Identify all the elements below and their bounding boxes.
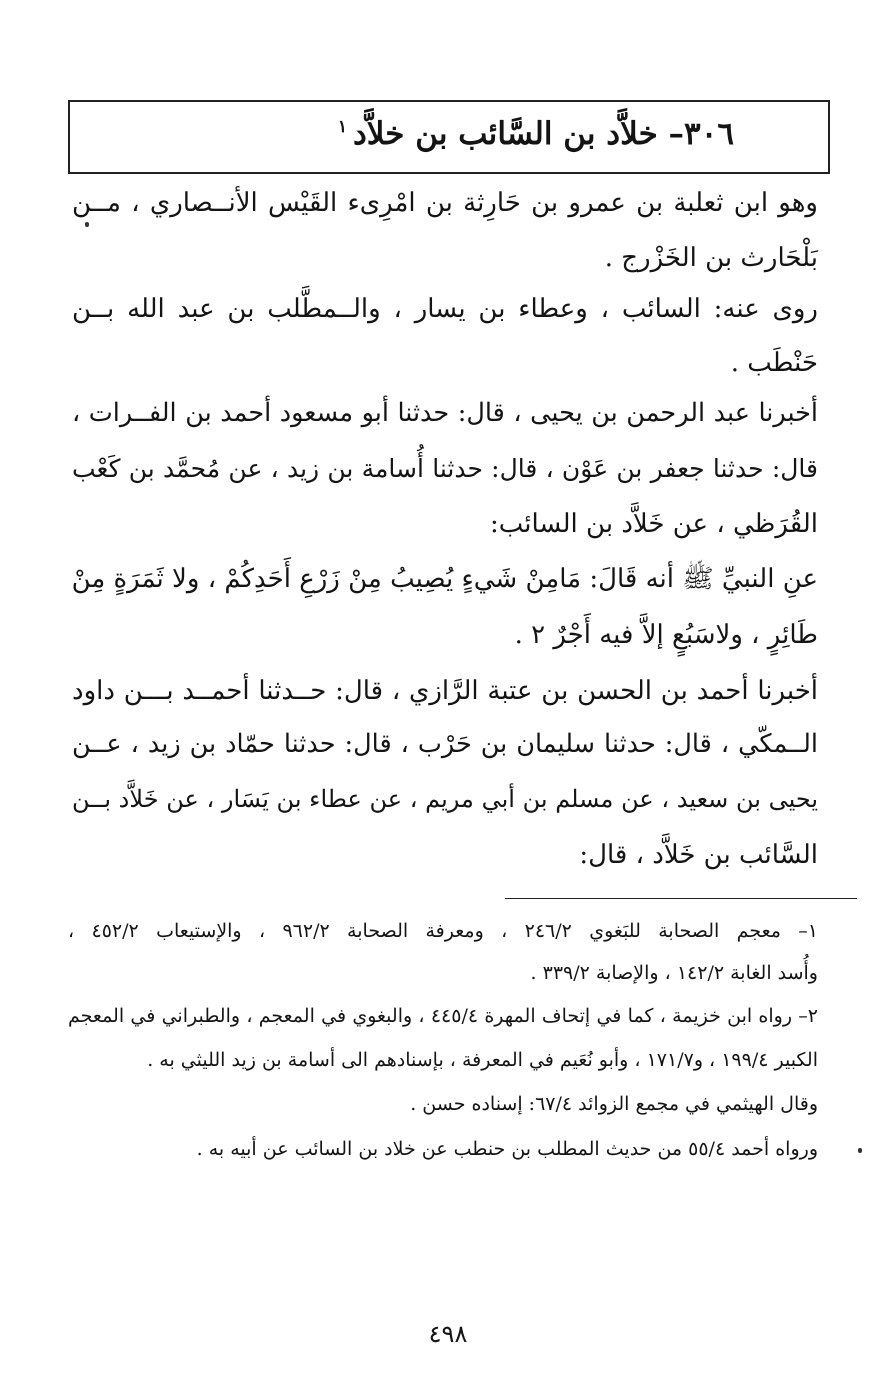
body-line: أخبرنا عبد الرحمن بن يحيى ، قال: حدثنا أبو مسعود أحمد بن الفــرات ، <box>72 398 818 428</box>
body-line: بَلْحَارث بن الخَزْرج . <box>604 243 818 273</box>
entry-heading <box>338 116 734 152</box>
footnote-line: الكبير ١٩٩/٤ ، و١٧١/٧ ، وأبو نُعَيم في المعرفة ، بإسنادهم الى أسامة بن زيد الليثي به . <box>147 1049 818 1071</box>
body-line: القُرَظي ، عن خَلاَّد بن السائب: <box>489 509 818 539</box>
body-line: حَنْطَب . <box>730 348 818 378</box>
print-speck <box>85 222 89 227</box>
footnote-line: ١– معجم الصحابة للبَغوي ٢٤٦/٢ ، ومعرفة الصحابة ٩٦٢/٢ ، والإستيعاب ٤٥٢/٢ ، <box>68 920 819 942</box>
body-line: يحيى بن سعيد ، عن مسلم بن أبي مريم ، عن عطاء بن يَسَار ، عن خَلاَّد بــن <box>72 785 818 813</box>
print-speck <box>858 1148 862 1153</box>
body-line: قال: حدثنا جعفر بن عَوْن ، قال: حدثنا أُسامة بن زيد ، عن مُحمَّد بن كَعْب <box>72 454 818 483</box>
footnote-line: وقال الهيثمي في مجمع الزوائد ٦٧/٤: إسناده حسن . <box>410 1093 818 1115</box>
footnote-line: ورواه أحمد ٥٥/٤ من حديث المطلب بن حنطب عن خلاد بن السائب عن أبيه به . <box>196 1138 818 1160</box>
body-line: وهو ابن ثعلبة بن عمرو بن حَارِثة بن امْرِىء القَيْس الأنــصاري ، مــن <box>72 188 818 218</box>
page-number: ٤٩٨ <box>428 1320 468 1348</box>
footnote-separator <box>505 898 857 899</box>
body-line: روى عنه: السائب ، وعطاء بن يسار ، والــمطَّلب بن عبد الله بــن <box>72 294 818 324</box>
body-line: السَّائب بن خَلاَّد ، قال: <box>579 840 818 870</box>
hadith-text-line: عنِ النبيِّ ﷺ أنه قَالَ: مَامِنْ شَيءٍ يُصِيبُ مِنْ زَرْعِ أَحَدِكُمْ ، ولا ثَمَرَةٍ مِنْ <box>71 564 818 594</box>
footnote-line: وأُسد الغابة ١٤٢/٢ ، والإصابة ٣٣٩/٢ . <box>530 962 818 984</box>
hadith-text-line: طَائِرٍ ، ولاسَبُعٍ إلاَّ فيه أَجْرٌ ٢ . <box>514 620 818 650</box>
body-line: الــمكّي ، قال: حدثنا سليمان بن حَرْب ، قال: حدثنا حمّاد بن زيد ، عــن <box>72 729 818 759</box>
body-line: أخبرنا أحمد بن الحسن بن عتبة الرَّازي ، قال: حــدثنا أحمــد بـــن داود <box>72 676 818 706</box>
footnote-line: ٢– رواه ابن خزيمة ، كما في إتحاف المهرة ٤٤٥/٤ ، والبغوي في المعجم ، والطبراني في المعجم <box>68 1005 818 1027</box>
heading-footnote-ref: ١ <box>337 117 347 137</box>
entry-title: ٣٠٦– خلاَّد بن السَّائب بن خلاَّد <box>352 116 734 152</box>
